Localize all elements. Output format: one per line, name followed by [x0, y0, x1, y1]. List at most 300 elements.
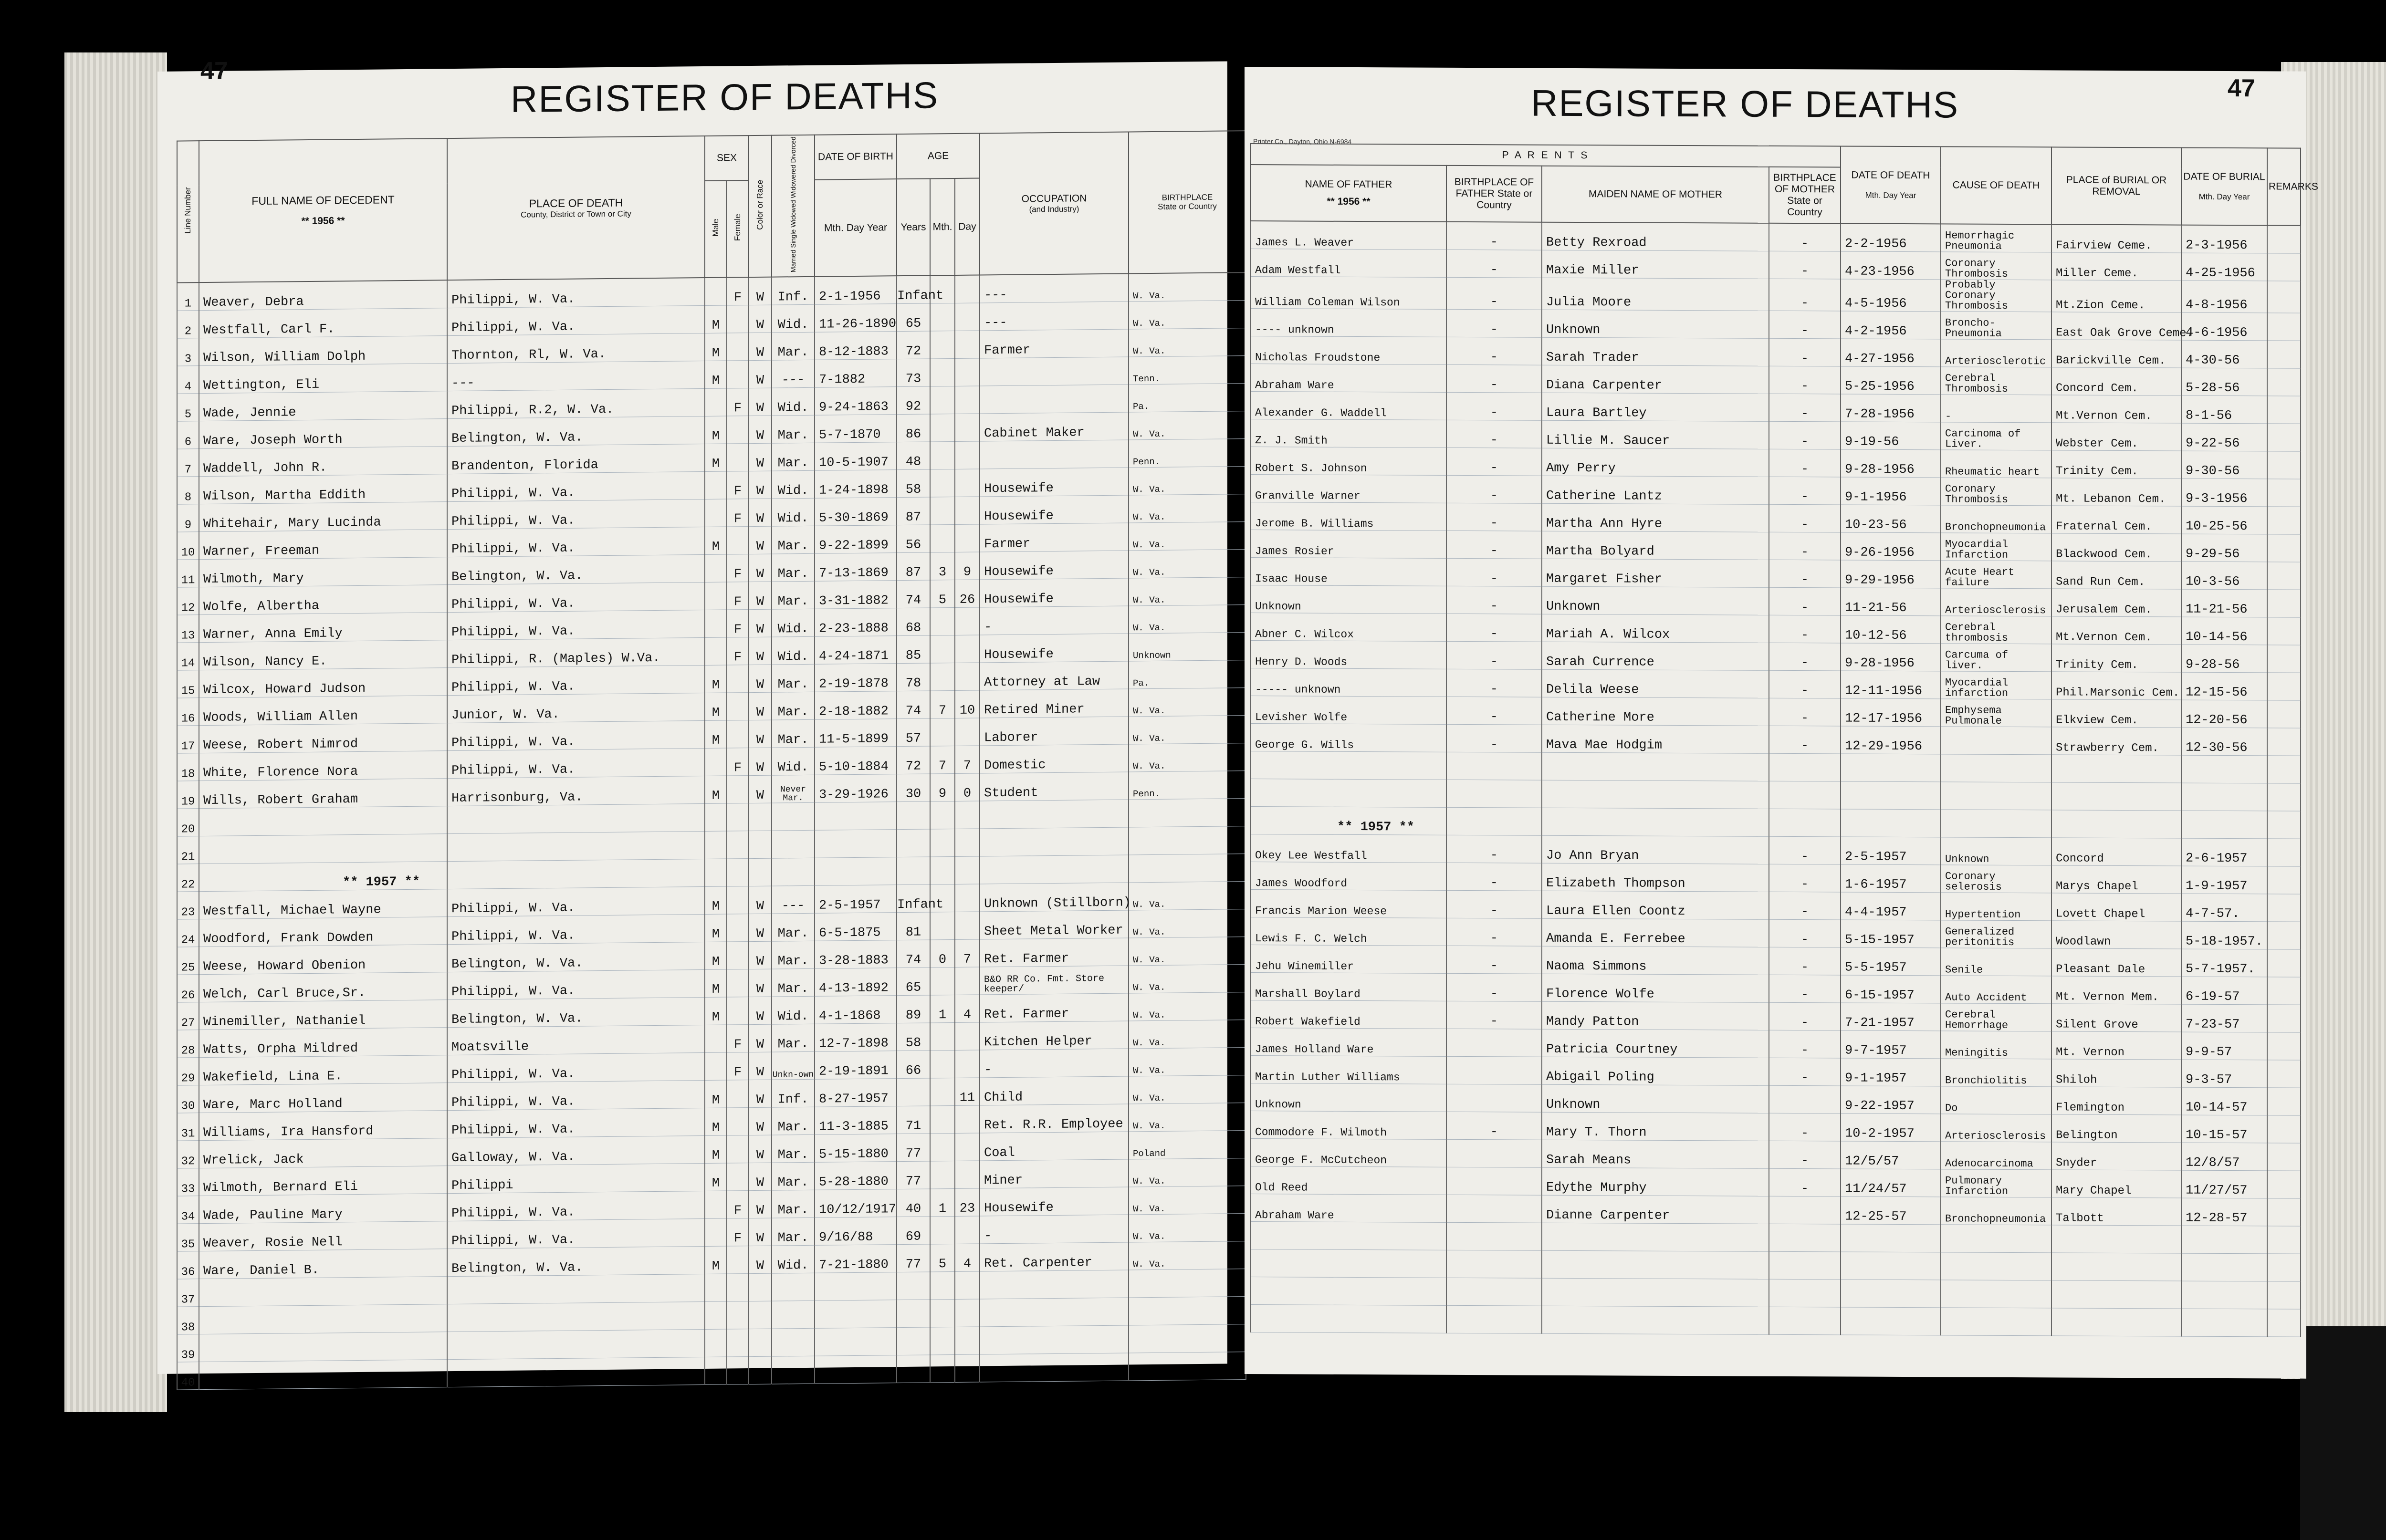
cause-of-death: Emphysema Pulmonale [1941, 699, 2051, 727]
sex-male: M [705, 1135, 727, 1163]
occupation [980, 800, 1129, 829]
marital-status: Mar. [772, 1107, 815, 1135]
table-row [1251, 309, 2301, 341]
cause-of-death [1941, 1225, 2051, 1253]
line-number: 23 [177, 892, 199, 919]
table-row [1251, 277, 2301, 313]
age-days [955, 1216, 980, 1244]
mother-birthplace: - [1769, 560, 1841, 588]
decedent-name: Welch, Carl Bruce,Sr. [199, 972, 447, 1002]
date-of-death: 5-5-1957 [1841, 947, 1941, 976]
place-of-burial: East Oak Grove Ceme. [2051, 312, 2181, 340]
place-of-death: Philippi, W. Va. [447, 969, 705, 999]
occupation: Housewife [980, 578, 1129, 607]
birthplace: W. Va. [1129, 467, 1246, 495]
mother-birthplace [1769, 1085, 1841, 1113]
marital-status: Never Mar. [772, 775, 815, 803]
mother-maiden-name: Florence Wolfe [1542, 974, 1769, 1002]
father-name [1251, 1277, 1446, 1306]
decedent-name [199, 1277, 447, 1307]
date-of-birth: 9-22-1899 [815, 525, 897, 554]
sex-male: M [705, 720, 727, 748]
sex-female [727, 1246, 749, 1274]
sex-male [705, 471, 727, 499]
date-of-burial: 9-3-57 [2181, 1060, 2267, 1088]
table-row [1251, 973, 2301, 1005]
place-of-burial [2051, 782, 2181, 811]
father-name: Nicholas Froudstone [1251, 336, 1446, 365]
place-of-burial: Mt. Vernon Mem. [2051, 976, 2181, 1004]
place-of-death: Moatsville [447, 1025, 705, 1055]
left-page-title: REGISTER OF DEATHS [511, 74, 939, 120]
cause-of-death: Bronchiolitis [1941, 1059, 2051, 1087]
sex-female: F [727, 499, 749, 527]
age-years: 30 [897, 774, 930, 802]
cause-of-death: Do [1941, 1086, 2051, 1114]
table-row [1251, 862, 2301, 895]
remarks [2267, 396, 2301, 424]
birthplace: W. Va. [1129, 937, 1246, 966]
age-days: 7 [955, 746, 980, 773]
cause-of-death: Generalized peritonitis [1941, 920, 2051, 948]
age-days [955, 1161, 980, 1188]
age-years: 73 [897, 359, 930, 387]
table-row [1251, 475, 2301, 507]
birthplace: W. Va. [1129, 605, 1246, 634]
color-race: W [749, 1190, 772, 1218]
place-of-burial: Snyder [2051, 1142, 2181, 1170]
date-of-birth: 9/16/88 [815, 1217, 897, 1246]
date-of-death: 9-26-1956 [1841, 532, 1941, 561]
date-of-death [1841, 1252, 1941, 1280]
father-name: Adam Westfall [1251, 249, 1446, 278]
age-days [955, 856, 980, 884]
marital-status: Mar. [772, 553, 815, 582]
father-name: Levisher Wolfe [1251, 696, 1446, 725]
line-number: 16 [177, 698, 199, 726]
age-days [955, 1105, 980, 1133]
sex-male [705, 582, 727, 610]
place-of-burial: Silent Grove [2051, 1004, 2181, 1032]
sex-female [727, 1163, 749, 1191]
table-row [1251, 585, 2301, 618]
birthplace: W. Va. [1129, 494, 1246, 523]
place-of-burial: Trinity Cem. [2051, 450, 2181, 479]
table-row [1251, 447, 2301, 479]
place-of-burial: Shiloh [2051, 1059, 2181, 1087]
age-days [955, 1299, 980, 1327]
table-row [1251, 530, 2301, 562]
line-number: 32 [177, 1141, 199, 1168]
date-of-birth: 2-18-1882 [815, 691, 897, 720]
date-of-burial: 5-28-56 [2181, 368, 2267, 396]
printer-imprint: Printer Co., Dayton, Ohio N-6984 [1253, 137, 1352, 146]
remarks [2267, 479, 2301, 507]
table-row [1251, 249, 2301, 281]
age-years: 57 [897, 718, 930, 747]
place-of-death: Philippi, W. Va. [447, 278, 705, 308]
occupation [980, 1353, 1129, 1382]
occupation: Cabinet Maker [980, 412, 1129, 441]
line-number: 31 [177, 1113, 199, 1141]
mother-maiden-name: Julia Moore [1542, 278, 1769, 311]
line-number: 17 [177, 726, 199, 753]
date-of-death [1841, 1224, 1941, 1252]
mother-maiden-name [1542, 780, 1769, 809]
age-years: 58 [897, 469, 930, 498]
birthplace: W. Va. [1129, 882, 1246, 910]
decedent-name: Wade, Pauline Mary [199, 1194, 447, 1224]
sex-female: F [727, 1025, 749, 1052]
date-of-burial: 6-19-57 [2181, 977, 2267, 1005]
header-sex: SEX [705, 135, 749, 181]
date-of-burial: 8-1-56 [2181, 395, 2267, 424]
age-days [955, 663, 980, 690]
father-birthplace: - [1446, 973, 1542, 1001]
father-birthplace: - [1446, 503, 1542, 531]
father-name [1251, 1222, 1446, 1250]
table-row [1251, 1277, 2301, 1310]
mother-birthplace: - [1769, 1058, 1841, 1086]
age-years: 58 [897, 1023, 930, 1051]
place-of-death: Philippi, W. Va. [447, 527, 705, 557]
cause-of-death: Broncho-Pneumonia [1941, 312, 2051, 340]
mother-maiden-name [1542, 808, 1769, 836]
occupation: Ret. R.R. Employee [980, 1104, 1129, 1133]
age-days [955, 829, 980, 856]
place-of-burial: Fairview Ceme. [2051, 224, 2181, 253]
place-of-death: Belington, W. Va. [447, 997, 705, 1027]
age-years: 72 [897, 331, 930, 359]
date-of-burial: 12-30-56 [2181, 728, 2267, 756]
occupation: Housewife [980, 551, 1129, 580]
marital-status [772, 802, 815, 831]
color-race: W [749, 471, 772, 499]
cause-of-death: Arteriosclerosis [1941, 1114, 2051, 1142]
date-of-birth: 2-23-1888 [815, 608, 897, 637]
sex-female [727, 803, 749, 831]
birthplace: W. Va. [1129, 550, 1246, 578]
header-full-name: FULL NAME OF DECEDENT ** 1956 ** [199, 138, 447, 282]
place-of-death: Galloway, W. Va. [447, 1135, 705, 1165]
age-months [930, 1327, 955, 1354]
father-birthplace: - [1446, 890, 1542, 918]
occupation: B&O RR Co. Fmt. Store keeper/ [980, 966, 1129, 995]
sex-female [727, 693, 749, 720]
date-of-death: 10-2-1957 [1841, 1113, 1941, 1142]
mother-maiden-name: Amy Perry [1542, 448, 1769, 477]
color-race: W [749, 360, 772, 388]
date-of-burial: 9-3-1956 [2181, 479, 2267, 507]
age-months [930, 718, 955, 746]
date-of-birth: 11-26-1890 [815, 304, 897, 333]
date-of-death: 10-12-56 [1841, 615, 1941, 644]
header-female: Female [727, 181, 749, 278]
father-name: Robert Wakefield [1251, 1000, 1446, 1029]
decedent-name: Westfall, Carl F. [199, 308, 447, 338]
place-of-death: Philippi, W. Va. [447, 1191, 705, 1221]
place-of-death: Philippi, W. Va. [447, 1108, 705, 1138]
marital-status: Mar. [772, 581, 815, 609]
age-months: 5 [930, 580, 955, 607]
age-months: 1 [930, 1188, 955, 1216]
age-months [930, 414, 955, 441]
age-months [930, 801, 955, 829]
remarks [2267, 1088, 2301, 1115]
sex-male: M [705, 1163, 727, 1191]
date-of-burial: 2-6-1957 [2181, 838, 2267, 866]
date-of-burial: 10-3-56 [2181, 562, 2267, 590]
father-name: Martin Luther Williams [1251, 1056, 1446, 1084]
mother-birthplace: - [1769, 615, 1841, 643]
line-number: 38 [177, 1307, 199, 1334]
place-of-burial: Strawberry Cem. [2051, 727, 2181, 755]
color-race: W [749, 554, 772, 582]
sex-female [727, 1274, 749, 1301]
color-race: W [749, 1135, 772, 1163]
sex-female [727, 886, 749, 914]
marital-status: Wid. [772, 304, 815, 333]
place-of-burial: Belington [2051, 1114, 2181, 1143]
date-of-burial [2181, 1253, 2267, 1281]
line-number: 39 [177, 1334, 199, 1362]
sex-female [727, 776, 749, 803]
remarks [2267, 341, 2301, 368]
occupation: - [980, 1215, 1129, 1244]
sex-female: F [727, 637, 749, 665]
decedent-name: Wills, Robert Graham [199, 779, 447, 809]
place-of-death: Belington, W. Va. [447, 554, 705, 584]
date-of-birth: 2-19-1891 [815, 1051, 897, 1080]
sex-male: M [705, 776, 727, 803]
remarks [2267, 281, 2301, 313]
occupation [980, 1270, 1129, 1299]
color-race: W [749, 692, 772, 720]
father-name: James L. Weaver [1251, 221, 1446, 250]
date-of-burial: 4-30-56 [2181, 340, 2267, 368]
mother-birthplace: - [1769, 670, 1841, 698]
date-of-death: 5-15-1957 [1841, 920, 1941, 948]
header-occupation: OCCUPATION (and Industry) [980, 132, 1129, 275]
date-of-death: 4-27-1956 [1841, 339, 1941, 367]
place-of-burial: Mt. Lebanon Cem. [2051, 478, 2181, 506]
occupation: Ret. Carpenter [980, 1242, 1129, 1271]
sex-female [727, 914, 749, 942]
color-race: W [749, 1246, 772, 1273]
decedent-name: Winemiller, Nathaniel [199, 1000, 447, 1030]
date-of-birth [815, 857, 897, 886]
age-months: 0 [930, 939, 955, 967]
table-row [1251, 419, 2301, 452]
date-of-death: 4-2-1956 [1841, 311, 1941, 339]
date-of-birth: 7-21-1880 [815, 1245, 897, 1273]
age-months [930, 829, 955, 856]
age-years [897, 829, 930, 857]
mother-maiden-name: Maxie Miller [1542, 250, 1769, 279]
line-number: 40 [177, 1362, 199, 1390]
father-birthplace: - [1446, 475, 1542, 503]
mother-birthplace: - [1769, 1141, 1841, 1169]
marital-status: Mar. [772, 1190, 815, 1218]
father-birthplace: - [1446, 558, 1542, 586]
line-number: 27 [177, 1002, 199, 1030]
remarks [2267, 645, 2301, 673]
color-race: W [749, 305, 772, 333]
date-of-burial: 7-23-57 [2181, 1004, 2267, 1032]
mother-maiden-name: Laura Bartley [1542, 393, 1769, 421]
header-parents: P A R E N T S [1251, 144, 1841, 167]
color-race: W [749, 443, 772, 471]
line-number: 25 [177, 947, 199, 975]
date-of-death: 7-21-1957 [1841, 1003, 1941, 1031]
place-of-death [447, 1274, 705, 1304]
header-birthplace-mother: BIRTHPLACE OF MOTHER State or Country [1769, 167, 1841, 224]
mother-birthplace: - [1769, 449, 1841, 477]
sex-female [727, 997, 749, 1025]
decedent-name: ** 1957 ** [199, 862, 447, 892]
remarks [2267, 1171, 2301, 1198]
table-row [1251, 1000, 2301, 1033]
occupation: Housewife [980, 1187, 1129, 1216]
line-number: 2 [177, 311, 199, 338]
color-race [749, 831, 772, 858]
date-of-death: 12/5/57 [1841, 1141, 1941, 1169]
date-of-death: 12-11-1956 [1841, 671, 1941, 699]
remarks [2267, 1115, 2301, 1143]
header-name-of-father: NAME OF FATHER ** 1956 ** [1251, 165, 1446, 222]
father-birthplace: - [1446, 641, 1542, 669]
date-of-death: 7-28-1956 [1841, 394, 1941, 422]
occupation [980, 1298, 1129, 1327]
place-of-death: Harrisonburg, Va. [447, 776, 705, 806]
occupation: Miner [980, 1159, 1129, 1188]
mother-maiden-name: Betty Rexroad [1542, 222, 1769, 251]
mother-birthplace: - [1769, 394, 1841, 422]
mother-maiden-name: Naoma Simmons [1542, 946, 1769, 975]
place-of-burial [2051, 1308, 2181, 1336]
decedent-name: Warner, Freeman [199, 530, 447, 560]
year-marker-1956-right: ** 1956 ** [1327, 196, 1371, 208]
decedent-name: Waddell, John R. [199, 447, 447, 477]
mother-birthplace: - [1769, 338, 1841, 366]
occupation [980, 357, 1129, 386]
line-number: 10 [177, 532, 199, 560]
cause-of-death: Cerebral Thrombosis [1941, 367, 2051, 395]
sex-female [727, 416, 749, 444]
place-of-death: Junior, W. Va. [447, 693, 705, 723]
place-of-death: Philippi, W. Va. [447, 499, 705, 529]
cause-of-death [1941, 1252, 2051, 1280]
place-of-death: Philippi, W. Va. [447, 720, 705, 750]
date-of-birth [815, 1328, 897, 1356]
father-birthplace: - [1446, 724, 1542, 752]
birthplace [1129, 1352, 1246, 1381]
age-years: 56 [897, 525, 930, 553]
marital-status: Mar. [772, 332, 815, 360]
remarks [2267, 313, 2301, 341]
table-row [1251, 668, 2301, 701]
date-of-death: 10-23-56 [1841, 505, 1941, 533]
father-birthplace [1446, 1195, 1542, 1223]
place-of-burial [2051, 755, 2181, 783]
age-years: Infant [897, 884, 930, 913]
right-corner-shadow [2300, 1326, 2386, 1540]
decedent-name [199, 1332, 447, 1362]
age-days: 11 [955, 1078, 980, 1105]
father-name: George G. Wills [1251, 724, 1446, 752]
table-row [1251, 1056, 2301, 1088]
sex-male: M [705, 997, 727, 1025]
date-of-burial: 12-15-56 [2181, 672, 2267, 700]
age-days: 0 [955, 773, 980, 801]
sex-female [727, 361, 749, 388]
table-row [1251, 364, 2301, 396]
age-months [930, 303, 955, 331]
date-of-birth: 5-15-1880 [815, 1134, 897, 1163]
father-birthplace [1446, 780, 1542, 808]
father-name [1251, 751, 1446, 780]
header-cause-of-death: CAUSE OF DEATH [1941, 146, 2051, 224]
father-name: William Coleman Wilson [1251, 277, 1446, 310]
father-birthplace [1446, 1305, 1542, 1333]
date-of-death: 9-1-1956 [1841, 477, 1941, 505]
father-name: George F. McCutcheon [1251, 1139, 1446, 1167]
birthplace [1129, 826, 1246, 855]
decedent-name: Wilmoth, Mary [199, 557, 447, 587]
mother-birthplace: - [1769, 504, 1841, 532]
mother-birthplace: - [1769, 975, 1841, 1003]
line-number: 28 [177, 1030, 199, 1058]
place-of-burial [2051, 1225, 2181, 1253]
age-months [930, 441, 955, 469]
date-of-burial: 12-20-56 [2181, 700, 2267, 728]
place-of-burial: Mt. Vernon [2051, 1031, 2181, 1060]
decedent-name: Wilson, Martha Eddith [199, 474, 447, 504]
remarks [2267, 811, 2301, 839]
marital-status [772, 1301, 815, 1329]
date-of-death: 1-6-1957 [1841, 864, 1941, 893]
table-row [1251, 1166, 2301, 1199]
sex-female [727, 527, 749, 554]
table-row [1251, 890, 2301, 922]
sex-female [727, 1080, 749, 1108]
remarks [2267, 562, 2301, 590]
mother-maiden-name: Catherine More [1542, 697, 1769, 726]
occupation: Child [980, 1076, 1129, 1105]
age-years: 78 [897, 663, 930, 691]
date-of-birth: 5-10-1884 [815, 747, 897, 775]
date-of-birth: 3-29-1926 [815, 774, 897, 803]
date-of-death: 9-28-1956 [1841, 643, 1941, 671]
father-name: Commodore F. Wilmoth [1251, 1111, 1446, 1140]
birthplace: W. Va. [1129, 411, 1246, 440]
father-name: Unknown [1251, 1083, 1446, 1112]
place-of-burial: Phil.Marsonic Cem. [2051, 672, 2181, 700]
birthplace: Tenn. [1129, 356, 1246, 385]
age-days: 10 [955, 690, 980, 718]
father-birthplace [1446, 1167, 1542, 1195]
mother-maiden-name: Lillie M. Saucer [1542, 420, 1769, 449]
cause-of-death: Meningitis [1941, 1031, 2051, 1059]
place-of-death: Belington, W. Va. [447, 942, 705, 972]
birthplace: W. Va. [1129, 1186, 1246, 1215]
place-of-burial [2051, 1253, 2181, 1281]
header-line-number: Line Number [177, 141, 199, 282]
sex-female: F [727, 388, 749, 416]
date-of-death: 9-19-56 [1841, 422, 1941, 450]
line-number: 29 [177, 1058, 199, 1085]
age-years: 92 [897, 386, 930, 415]
